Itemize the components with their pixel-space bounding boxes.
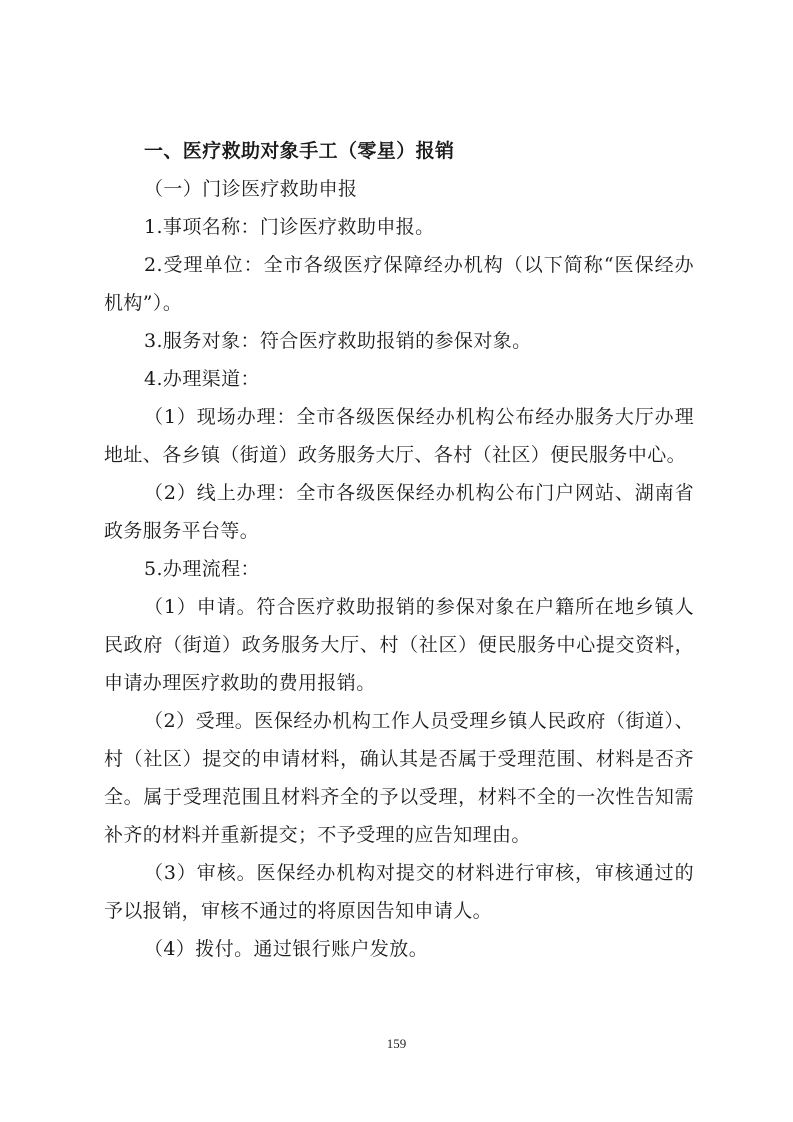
section-heading: 一、医疗救助对象手工（零星）报销 xyxy=(144,140,455,162)
process-review: （3）审核。医保经办机构对提交的材料进行审核，审核通过的予以报销，审核不通过的将原因告知申请人。 xyxy=(104,862,694,922)
subsection-title: （一）门诊医疗救助申报 xyxy=(144,178,358,200)
channel-onsite: （1）现场办理：全市各级医保经办机构公布经办服务大厅办理地址、各乡镇（街道）政务服务大厅、各村（社区）便民服务中心。 xyxy=(104,406,694,466)
item-service-target: 3.服务对象：符合医疗救助报销的参保对象。 xyxy=(144,330,532,352)
page-number: 159 xyxy=(386,1036,407,1051)
channel-online: （2）线上办理：全市各级医保经办机构公布门户网站、湖南省政务服务平台等。 xyxy=(104,482,694,542)
document-body xyxy=(104,132,694,968)
item-acceptance-unit: 2.受理单位：全市各级医疗保障经办机构（以下简称“医保经办机构”）。 xyxy=(104,254,694,314)
item-channels: 4.办理渠道： xyxy=(144,368,260,390)
item-process: 5.办理流程： xyxy=(144,558,260,580)
process-accept: （2）受理。医保经办机构工作人员受理乡镇人民政府（街道）、村（社区）提交的申请材料，确认其是否属于受理范围、材料是否齐全。属于受理范围且材料齐全的予以受理，材料不全的一次性告知需补齐的材料并重新提交；不予受理的应告知理由。 xyxy=(104,710,694,846)
process-payment: （4）拨付。通过银行账户发放。 xyxy=(144,938,429,960)
process-apply: （1）申请。符合医疗救助报销的参保对象在户籍所在地乡镇人民政府（街道）政务服务大厅、村（社区）便民服务中心提交资料，申请办理医疗救助的费用报销。 xyxy=(104,596,694,694)
item-name: 1.事项名称：门诊医疗救助申报。 xyxy=(144,216,435,238)
